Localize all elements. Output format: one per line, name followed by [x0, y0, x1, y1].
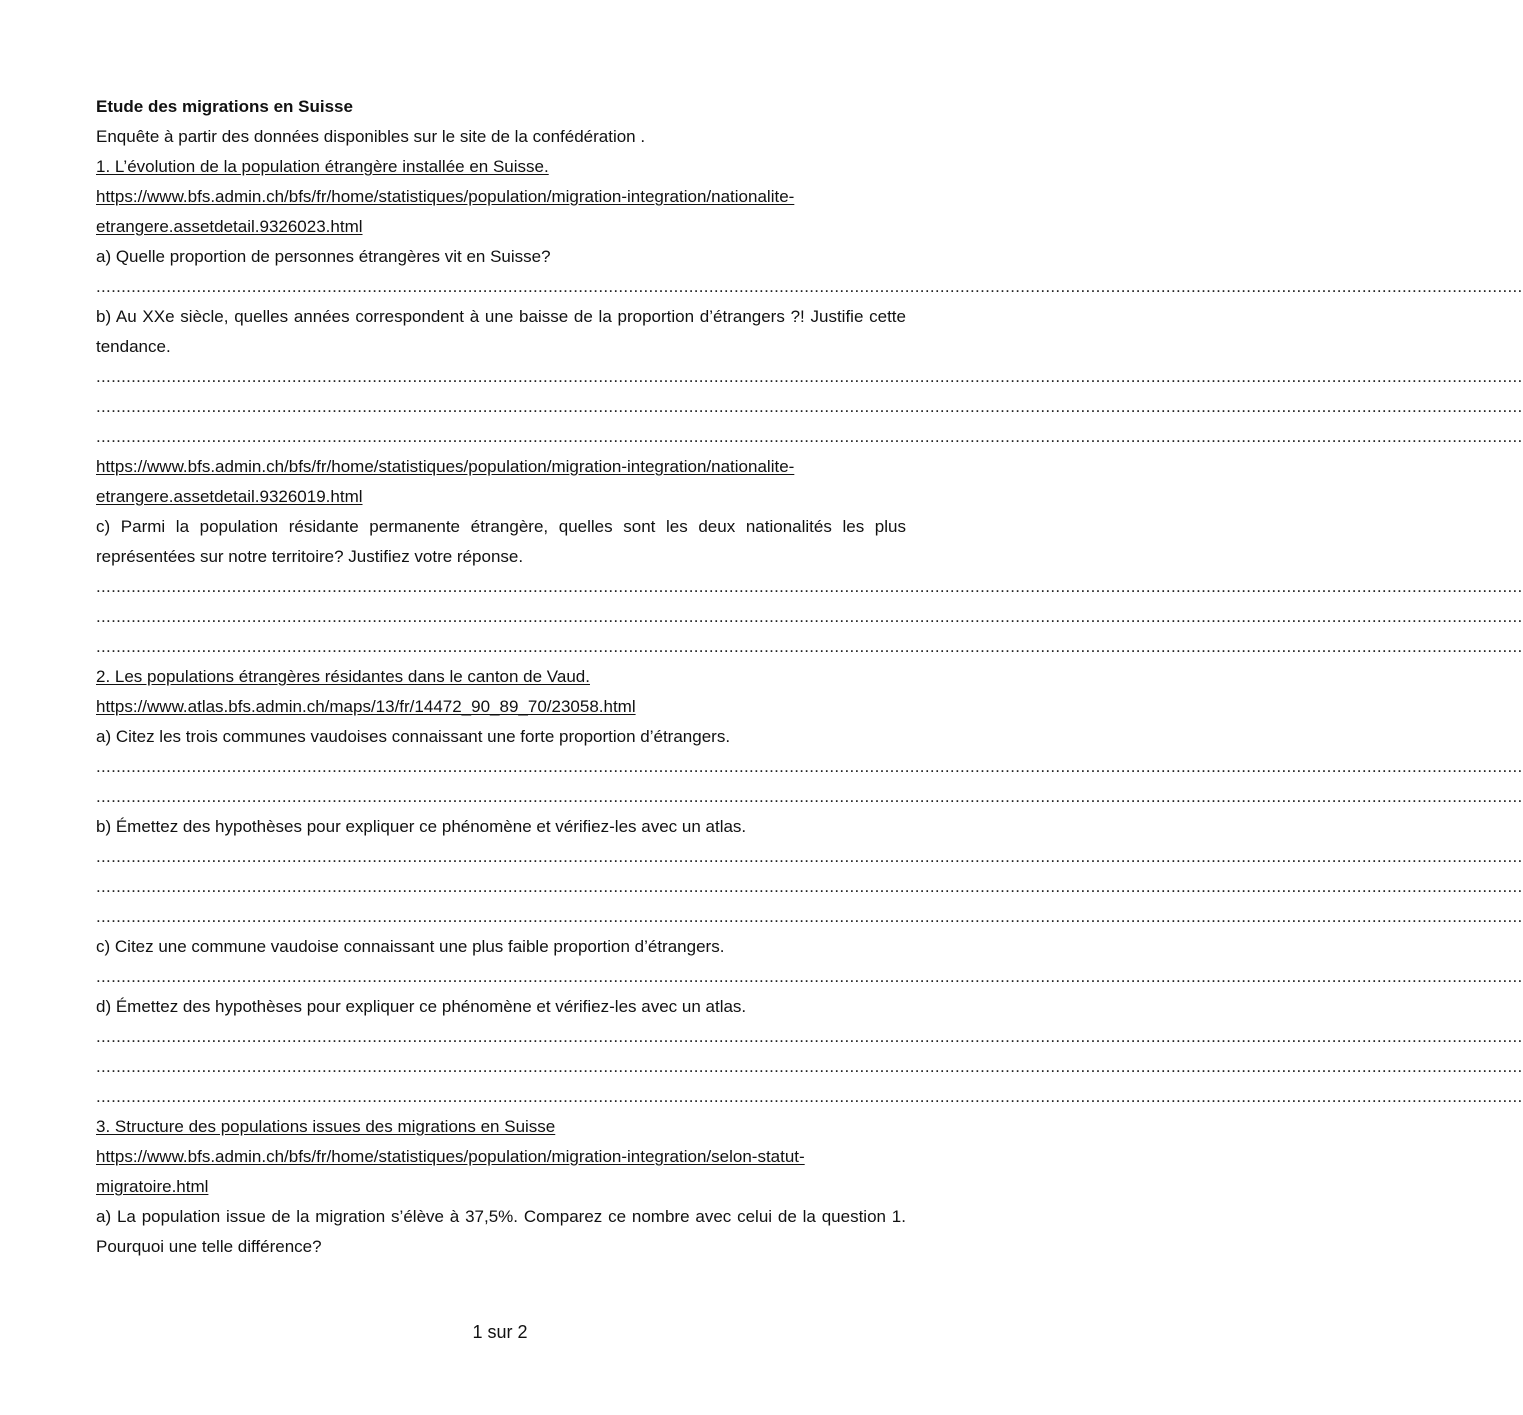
answer-line: ............................................................................................................................................................................................................................................................................................ — [96, 367, 1523, 386]
section3-link-part1[interactable]: https://www.bfs.admin.ch/bfs/fr/home/statistiques/population/migration-integration/selon-statut- — [96, 1147, 805, 1166]
section1-question-c: c) Parmi la population résidante permanente étrangère, quelles sont les deux nationalités les plus représentées sur notre territoire? Justifiez votre réponse. — [96, 517, 906, 566]
answer-line: ............................................................................................................................................................................................................................................................................................ — [96, 607, 1523, 626]
answer-line: ............................................................................................................................................................................................................................................................................................ — [96, 757, 1523, 776]
page-number: 1 sur 2 — [472, 1322, 528, 1342]
answer-line: ............................................................................................................................................................................................................................................................................................ — [96, 397, 1523, 416]
section2-question-a: a) Citez les trois communes vaudoises connaissant une forte proportion d’étrangers. — [96, 727, 731, 746]
section1-link-b-part1[interactable]: https://www.bfs.admin.ch/bfs/fr/home/statistiques/population/migration-integration/nationalite- — [96, 457, 795, 476]
answer-line: ............................................................................................................................................................................................................................................................................................ — [96, 577, 1523, 596]
section2-question-c: c) Citez une commune vaudoise connaissant une plus faible proportion d’étrangers. — [96, 937, 725, 956]
section2-link[interactable]: https://www.atlas.bfs.admin.ch/maps/13/fr/14472_90_89_70/23058.html — [96, 697, 636, 716]
section1-question-b: b) Au XXe siècle, quelles années correspondent à une baisse de la proportion d’étrangers ?! Justifie cette tendance. — [96, 307, 906, 356]
answer-line: ............................................................................................................................................................................................................................................................................................ — [96, 637, 1523, 656]
worksheet — [96, 92, 1523, 1262]
section2-heading: 2. Les populations étrangères résidantes dans le canton de Vaud. — [96, 667, 590, 686]
answer-line: ............................................................................................................................................................................................................................................................................................ — [96, 907, 1523, 926]
answer-line: ............................................................................................................................................................................................................................................................................................ — [96, 877, 1523, 896]
document-title: Etude des migrations en Suisse — [96, 97, 353, 116]
answer-line: ............................................................................................................................................................................................................................................................................................ — [96, 787, 1523, 806]
section1-link-a-part1[interactable]: https://www.bfs.admin.ch/bfs/fr/home/statistiques/population/migration-integration/nationalite- — [96, 187, 795, 206]
section2-question-b: b) Émettez des hypothèses pour expliquer ce phénomène et vérifiez-les avec un atlas. — [96, 817, 747, 836]
section1-link-b-part2[interactable]: etrangere.assetdetail.9326019.html — [96, 487, 363, 506]
section1-question-a: a) Quelle proportion de personnes étrangères vit en Suisse? — [96, 247, 551, 266]
answer-line: ............................................................................................................................................................................................................................................................................................ — [96, 427, 1523, 446]
section3-heading: 3. Structure des populations issues des migrations en Suisse — [96, 1117, 556, 1136]
answer-line: ............................................................................................................................................................................................................................................................................................ — [96, 847, 1523, 866]
answer-line: ............................................................................................................................................................................................................................................................................................ — [96, 277, 1523, 296]
section1-link-a-part2[interactable]: etrangere.assetdetail.9326023.html — [96, 217, 363, 236]
answer-line: ............................................................................................................................................................................................................................................................................................ — [96, 1027, 1523, 1046]
section1-heading: 1. L’évolution de la population étrangère installée en Suisse. — [96, 157, 549, 176]
intro-text: Enquête à partir des données disponibles sur le site de la confédération . — [96, 127, 646, 146]
answer-line: ............................................................................................................................................................................................................................................................................................ — [96, 1057, 1523, 1076]
answer-line: ............................................................................................................................................................................................................................................................................................ — [96, 1087, 1523, 1106]
section3-link-part2[interactable]: migratoire.html — [96, 1177, 209, 1196]
section2-question-d: d) Émettez des hypothèses pour expliquer ce phénomène et vérifiez-les avec un atlas. — [96, 997, 747, 1016]
answer-line: ............................................................................................................................................................................................................................................................................................ — [96, 967, 1523, 986]
section3-question-a: a) La population issue de la migration s’élève à 37,5%. Comparez ce nombre avec celui de la question 1. Pourquoi une telle différence? — [96, 1207, 906, 1256]
